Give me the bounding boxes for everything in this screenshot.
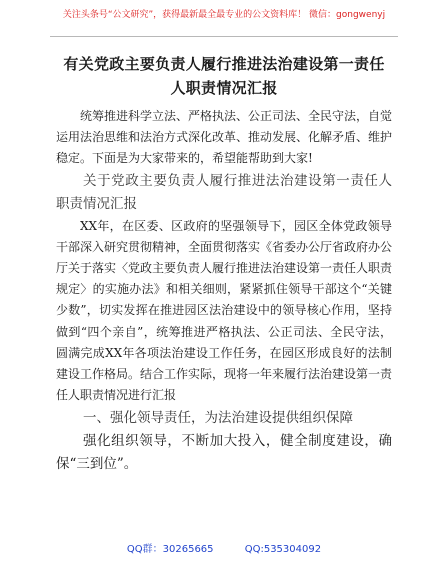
section-heading: 一、强化领导责任，为法治建设提供组织保障: [83, 410, 353, 427]
header-divider: [50, 36, 398, 37]
document-title: 有关党政主要负责人履行推进法治建设第一责任人职责情况汇报: [63, 55, 385, 97]
subtitle-paragraph: 关于党政主要负责人履行推进法治建设第一责任人职责情况汇报: [56, 172, 392, 212]
qq-number-text: QQ:535304092: [244, 544, 322, 555]
body-paragraph-2: 强化组织领导，不断加大投入，健全制度建设，确保“三到位”。: [56, 433, 392, 473]
promo-banner: [0, 0, 448, 34]
intro-paragraph: 统筹推进科学立法、严格执法、公正司法、全民守法，自觉运用法治思维和法治方式深化改革、推动发展、化解矛盾、维护稳定。下面是为大家带来的，希望能帮助到大家!: [56, 109, 393, 166]
document-body: [56, 106, 392, 476]
body-paragraph: XX年，在区委、区政府的坚强领导下，园区全体党政领导干部深入研究贯彻精神，全面贯彻落实《省委办公厅省政府办公厅关于落实〈党政主要负责人履行推进法治建设第一责任人职责规定〉的实施办法》和相关细则，紧紧抓住领导干部这个“关键少数”，切实发挥在推进园区法治建设中的领导核心作用，坚持做到“四个亲自”，统筹推进严格执法、公正司法、全民守法，圆满完成XX年各项法治建设工作任务，在园区形成良好的法制建设工作格局。结合工作实际，现将一年来履行法治建设第一责任人职责情况进行汇报: [56, 218, 393, 403]
qq-group-text: QQ群：30265665: [126, 544, 214, 555]
promo-notice-text: 关注头条号“公文研究”，获得最新最全最专业的公文资料库！ 微信：gongwenyj: [62, 10, 386, 20]
page-footer: [0, 540, 448, 555]
